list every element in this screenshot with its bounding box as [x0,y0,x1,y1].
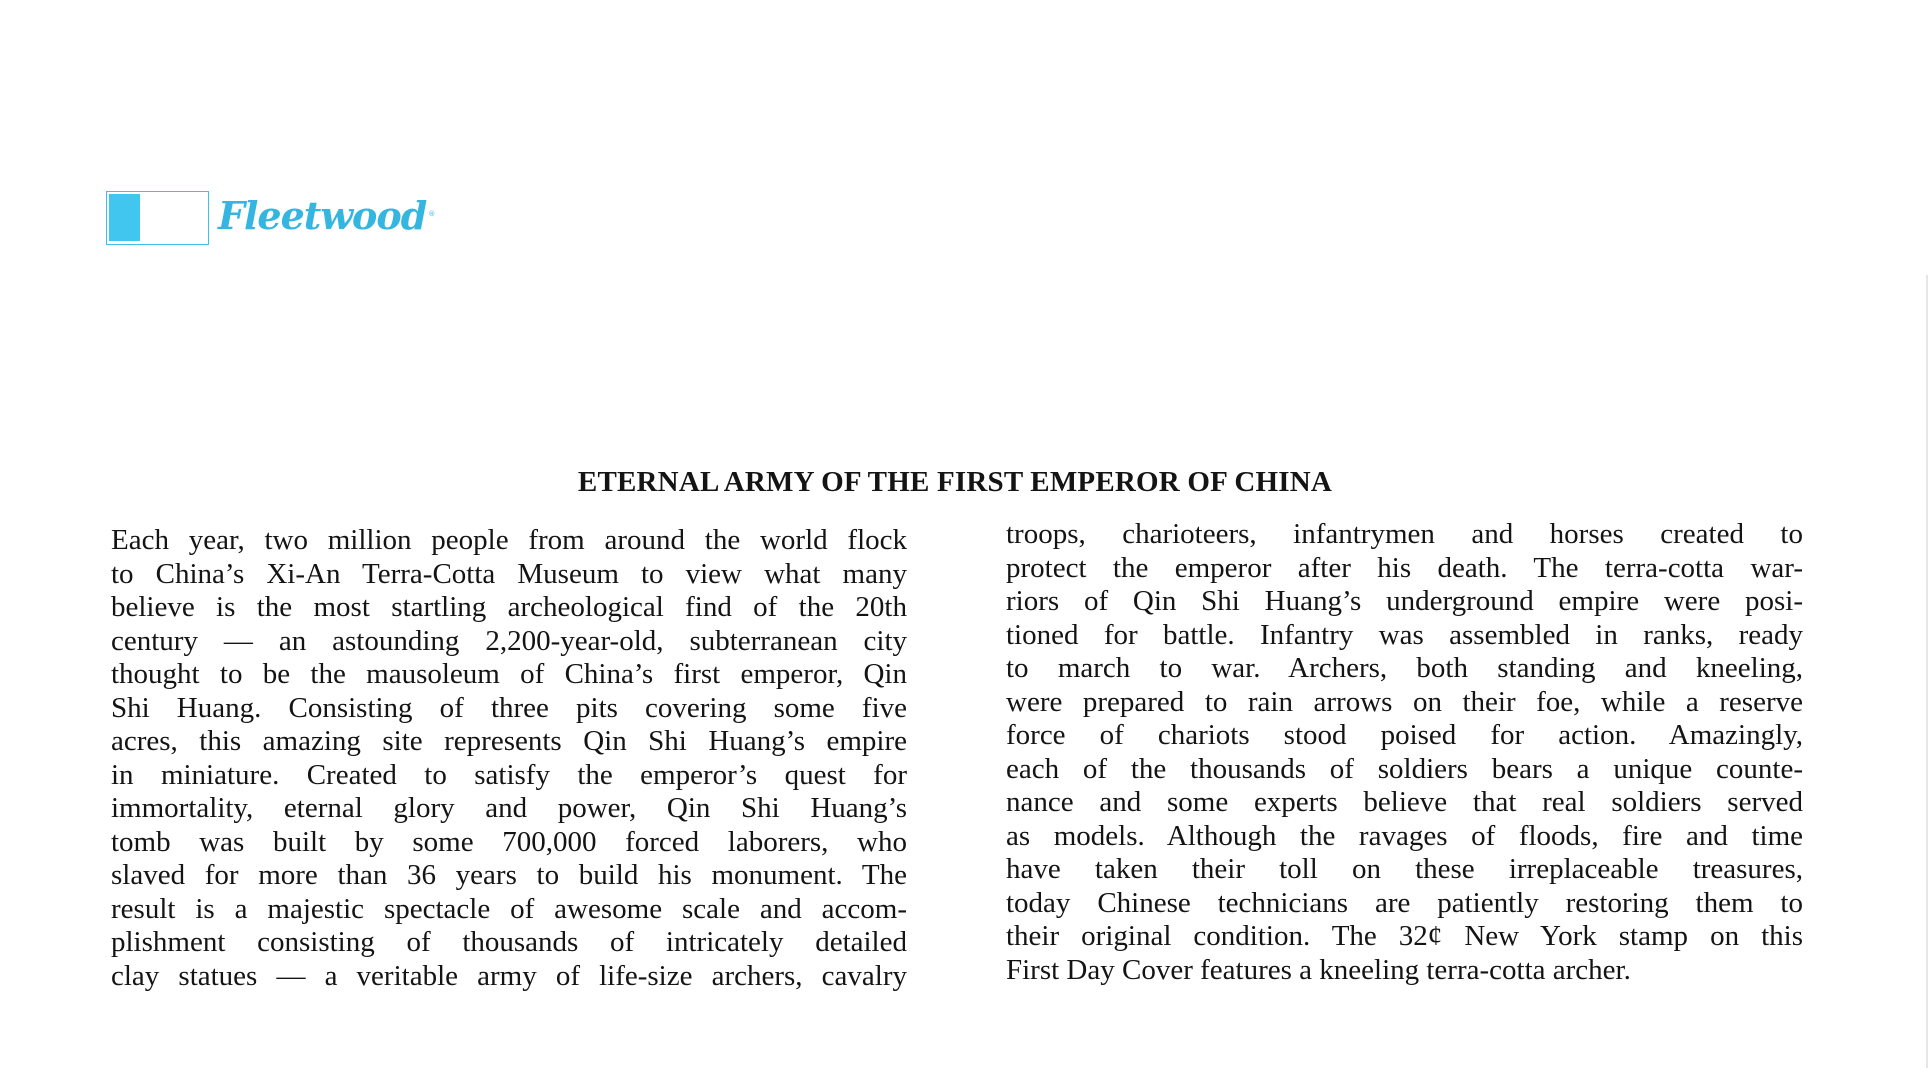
logo-box-fill [109,194,140,241]
text-line: today Chinese technicians are patiently restoring them to [1006,886,1803,919]
text-line: nance and some experts believe that real soldiers served [1006,786,1803,818]
text-line: were prepared to rain arrows on their foe, while a reserve [1006,685,1803,718]
text-line: as models. Although the ravages of floods, fire and time [1006,819,1803,852]
text-line: riors of Qin Shi Huang’s underground empire were posi- [1006,585,1803,617]
logo-wordmark: Fleetwood [218,193,427,238]
text-line: tomb was built by some 700,000 forced laborers, who [111,825,907,858]
text-line: protect the emperor after his death. The terra-cotta war- [1006,551,1803,584]
registered-mark: ® [428,210,436,218]
text-line: believe is the most startling archeological find of the 20th [111,591,907,623]
body-column-left [111,524,907,993]
text-line: tioned for battle. Infantry was assembled in ranks, ready [1006,618,1803,651]
text-line: plishment consisting of thousands of intricately detailed [111,926,907,958]
text-line: acres, this amazing site represents Qin Shi Huang’s empire [111,725,907,757]
text-line: result is a majestic spectacle of awesome scale and accom- [111,892,907,925]
text-line: slaved for more than 36 years to build his monument. The [111,859,907,891]
logo-box-icon [106,191,209,245]
text-line: thought to be the mausoleum of China’s first emperor, Qin [111,658,907,690]
text-line: clay statues — a veritable army of life-size archers, cavalry [111,959,907,992]
body-column-right [1006,518,1803,987]
page-title: ETERNAL ARMY OF THE FIRST EMPEROR OF CHINA [577,466,1333,498]
text-line: to march to war. Archers, both standing and kneeling, [1006,652,1803,684]
text-line: Shi Huang. Consisting of three pits covering some five [111,691,907,724]
text-line: in miniature. Created to satisfy the emperor’s quest for [111,758,907,791]
text-line: immortality, eternal glory and power, Qin Shi Huang’s [111,792,907,824]
text-line: Each year, two million people from around the world flock [111,524,907,556]
text-line: their original condition. The 32¢ New York stamp on this [1006,920,1803,952]
text-line: have taken their toll on these irreplaceable treasures, [1006,853,1803,885]
text-line: force of chariots stood poised for action. Amazingly, [1006,719,1803,751]
text-line: to China’s Xi-An Terra-Cotta Museum to view what many [111,557,907,590]
fleetwood-logo [106,191,435,245]
text-line: First Day Cover features a kneeling terra-cotta archer. [1006,953,1631,986]
text-line: troops, charioteers, infantrymen and horses created to [1006,518,1803,550]
text-line: century — an astounding 2,200-year-old, subterranean city [111,624,907,657]
text-line: each of the thousands of soldiers bears a unique counte- [1006,752,1803,785]
